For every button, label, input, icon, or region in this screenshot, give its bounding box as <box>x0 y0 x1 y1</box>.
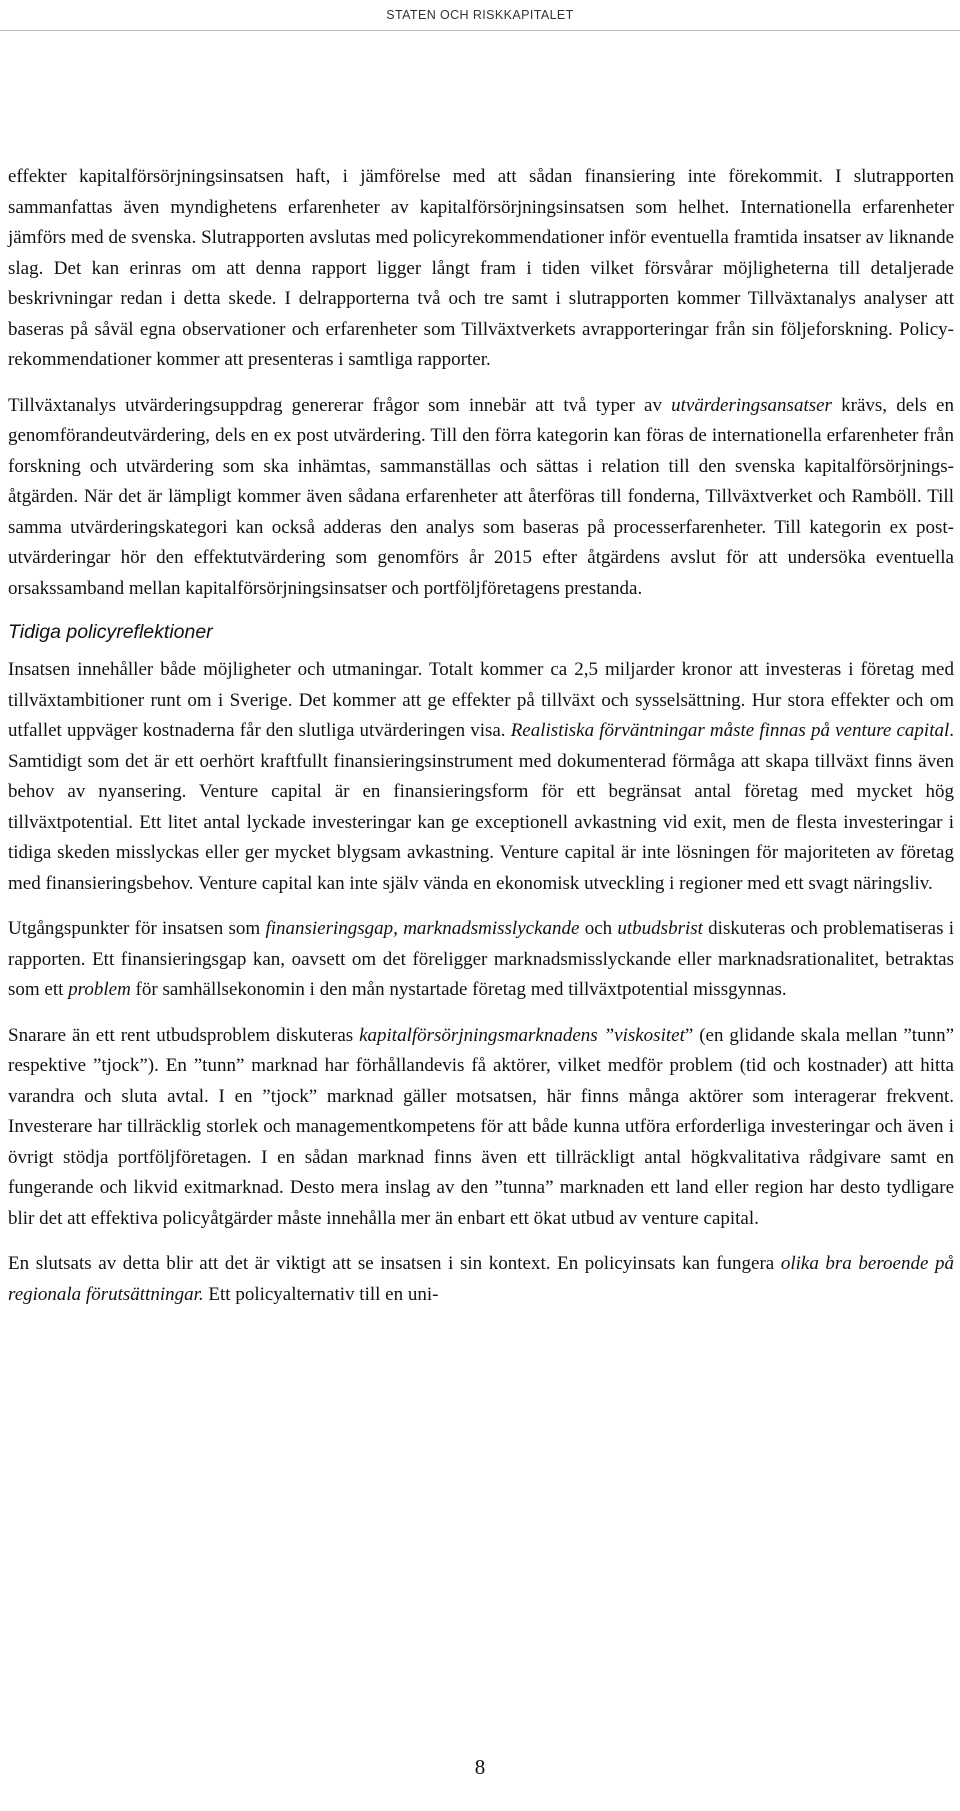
paragraph-4 <box>8 914 954 1006</box>
text-run: diskuteras och problematiseras i rapporten. Ett finansieringsgap kan, oavsett om det föreligger marknadsmisslyckande eller marknadsrationalitet, betraktas som ett <box>8 918 954 1000</box>
paragraph-2 <box>8 391 954 605</box>
text-run: Snarare än ett rent utbudsproblem diskuteras <box>8 1024 360 1046</box>
text-run: Insatsen innehåller både möjligheter och utmaningar. Totalt kommer ca 2,5 miljarder kronor att investeras i företag med tillväxtambitioner runt om i Sverige. Det kommer att ge effekter på tillväxt och sysselsättning. Hur stora effekter och om utfallet uppväger kostnaderna får den slutliga utvärderingen visa. <box>8 659 954 741</box>
page-number: 8 <box>474 1755 486 1779</box>
text-run: En slutsats av detta blir att det är viktigt att se insatsen i sin kontext. En policyinsats kan fungera <box>8 1253 781 1274</box>
running-header: STATEN OCH RISKKAPITALET <box>0 0 960 31</box>
emphasis-text: finansieringsgap, marknadsmisslyckande <box>265 918 580 939</box>
emphasis-text: Realistiska förväntningar måste finnas på venture capital <box>510 720 950 741</box>
section-heading: Tidiga policyreflektioner <box>8 621 213 643</box>
text-run: och <box>579 918 618 939</box>
paragraph-6 <box>8 1249 954 1310</box>
text-run: Ett policyalternativ till en uni- <box>203 1283 439 1305</box>
paragraph-1: effekter kapitalförsörjningsinsatsen haft, i jämförelse med att sådan finansiering inte förekommit. I slutrapporten sammanfattas även myndighetens erfarenheter av kapitalförsörjningsinsatsen som helhet. Internationella erfarenheter jämförs med de svenska. Slutrapporten avslutas med policyrekommendationer inför eventuella framtida insatser av liknande slag. Det kan erinras om att denna rapport ligger långt fram i tiden vilket försvårar möjligheterna till detaljerade beskrivningar redan i detta skede. I delrapporterna två och tre samt i slutrapporten kommer Tillväxtanalys analyser att baseras på såväl egna observationer och erfarenheter som Tillväxtverkets avrapporteringar från sin följeforskning. Policyrekommendationer kommer att presenteras i samtliga rapporter. <box>8 166 954 370</box>
emphasis-text: olika bra beroende på regionala förutsättningar. <box>8 1253 954 1305</box>
paragraph-3 <box>8 655 954 899</box>
emphasis-text: utbudsbrist <box>617 918 703 939</box>
paragraph-5 <box>8 1021 954 1235</box>
emphasis-text: problem <box>68 979 131 1000</box>
emphasis-text: utvärderingsansatser <box>671 394 832 416</box>
emphasis-text: kapitalförsörjningsmarknadens ”viskositet <box>359 1024 685 1046</box>
text-run: . Samtidigt som det är ett oerhört kraftfullt finansieringsinstrument med dokumenterad förmåga att skapa tillväxt finns även behov av nyansering. Venture capital är en finansieringsform för ett begränsat antal företag med mycket hög tillväxtpotential. Ett litet antal lyckade investeringar kan ge exceptionell avkastning vid exit, men de flesta investeringar i tidiga skeden misslyckas eller ger mycket blygsam avkastning. Venture capital är inte lösningen för majoriteten av företag med finansieringsbehov. Venture capital kan inte själv vända en ekonomisk utveckling i regioner med ett svagt näringsliv. <box>8 720 954 894</box>
body-text <box>8 162 954 1325</box>
text-run: Tillväxtanalys utvärderingsuppdrag genererar frågor som innebär att två typer av <box>8 394 672 416</box>
text-run: krävs, dels en genomförandeutvärdering, dels en ex post utvärdering. Till den förra kategorin kan föras de internationella erfarenheter från forskning och utvärdering som ska inhämtas, sammanställas och sättas i relation till den svenska kapitalförsörjningsåtgärden. När det är lämpligt kommer även sådana erfarenheter att återföras till fonderna, Tillväxtverket och Ramböll. Till samma utvärderingskategori kan också adderas den analys som baseras på processerfarenheter. Till kategorin ex post-utvärderingar hör den effektutvärdering som genomförs år 2015 efter åtgärdens avslut för att undersöka eventuella orsakssamband mellan kapitalförsörjningsinsatser och portföljföretagens prestanda. <box>8 394 954 599</box>
text-run: Utgångspunkter för insatsen som <box>8 918 266 939</box>
text-run: ” (en glidande skala mellan ”tunn” respektive ”tjock”). En ”tunn” marknad har förhållandevis få aktörer, vilket medför problem (tid och kostnader) att hitta varandra och sluta avtal. I en ”tjock” marknad gäller motsatsen, här finns många aktörer som interagerar frekvent. Investerare har tillräcklig storlek och managementkompetens för att både kunna utföra erforderliga investeringar och även i övrigt stödja portföljföretagen. I en sådan marknad finns även ett tillräckligt antal högkvalitativa rådgivare samt en fungerande och likvid exitmarknad. Desto mera inslag av den ”tunna” marknaden ett land eller region har desto tydligare blir det att effektiva policyåtgärder måste innehålla mer än enbart ett ökat utbud av venture capital. <box>8 1024 955 1229</box>
text-run: för samhällsekonomin i den mån nystartade företag med tillväxtpotential missgynnas. <box>130 979 787 1000</box>
